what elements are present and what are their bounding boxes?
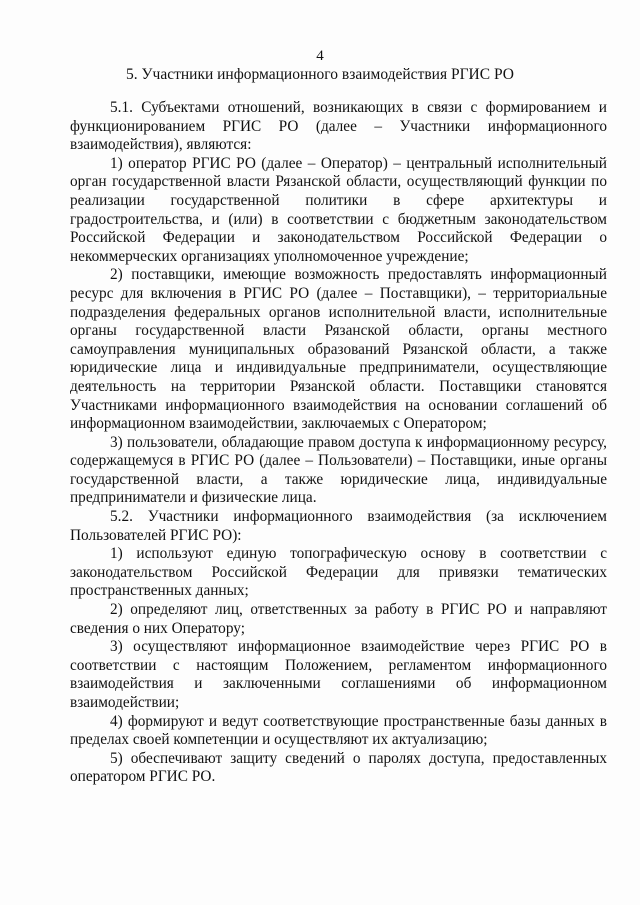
document-body (70, 99, 607, 787)
paragraph-operator: 1) оператор РГИС РО (далее – Оператор) – центральный исполнительный орган государственной власти Рязанской области, осуществляющий функции по реализации государственной политики в сфере архитектуры и градостроительства, и (или) в соответствии с бюджетным законодательством Российской Федерации и законодательством Российской Федерации о некоммерческих организациях уполномоченное учреждение; (70, 154, 607, 265)
paragraph-suppliers: 2) поставщики, имеющие возможность предоставлять информационный ресурс для включения в РГИС РО (далее – Поставщики), – территориальные подразделения федеральных органов исполнительной власти, исполнительные органы государственной власти Рязанской области, органы местного самоуправления муниципальных образований Рязанской области, а также юридические лица и индивидуальные предприниматели, осуществляющие деятельность на территории Рязанской области. Поставщики становятся Участниками информационного взаимодействия на основании соглашений об информационном взаимодействии, заключаемых с Оператором; (70, 266, 607, 433)
list-item-password-protection: 5) обеспечивают защиту сведений о паролях доступа, предоставленных оператором РГИС РО. (70, 749, 607, 786)
list-item-responsible-persons: 2) определяют лиц, ответственных за работу в РГИС РО и направляют сведения о них Оператору; (70, 601, 607, 637)
paragraph-users: 3) пользователи, обладающие правом доступа к информационному ресурсу, содержащемуся в РГИС РО (далее – Пользователи) – Поставщики, иные органы государственной власти, а также юридические лица, индивидуальные предприниматели и физические лица. (70, 433, 607, 507)
list-item-topographic-basis: 1) используют единую топографическую основу в соответствии с законодательством Российской Федерации для привязки тематических пространственных данных; (70, 545, 607, 600)
list-item-databases: 4) формируют и ведут соответствующие пространственные базы данных в пределах своей компетенции и осуществляют их актуализацию; (70, 712, 607, 749)
section-title: 5. Участники информационного взаимодействия РГИС РО (126, 66, 514, 83)
paragraph-5-1: 5.1. Субъектами отношений, возникающих в связи с формированием и функционированием РГИС РО (далее – Участники информационного взаимодействия), являются: (70, 99, 607, 154)
list-item-interaction: 3) осуществляют информационное взаимодействие через РГИС РО в соответствии с настоящим Положением, регламентом информационного взаимодействия и заключенными соглашениями об информационном взаимодействии; (70, 638, 607, 711)
paragraph-5-2: 5.2. Участники информационного взаимодействия (за исключением Пользователей РГИС РО): (70, 508, 607, 544)
page-number: 4 (316, 48, 324, 64)
